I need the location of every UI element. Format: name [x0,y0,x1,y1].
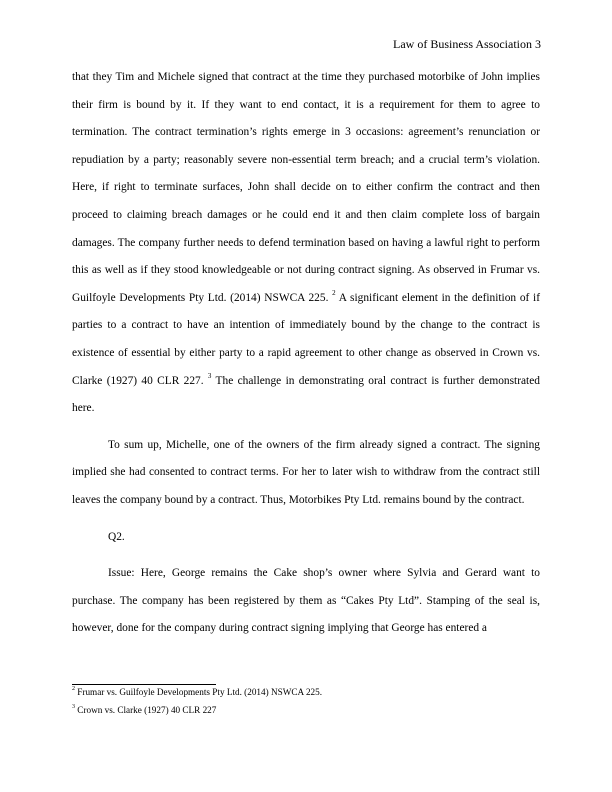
footnote-text: Crown vs. Clarke (1927) 40 CLR 227 [77,705,217,715]
paragraph-conclusion: To sum up, Michelle, one of the owners of the firm already signed a contract. The signing implied she had consented to contract terms. For her to later wish to withdraw from the contract still leaves the company bound by a contract. Thus, Motorbikes Pty Ltd. remains bound by the contract. [72,438,540,506]
footnote-reference-2[interactable]: 2 [332,288,336,297]
question-heading-q2: Q2. [108,530,125,543]
footnote-2 [72,686,540,698]
running-header: Law of Business Association 3 [393,37,541,51]
paragraph-text: that they Tim and Michele signed that contract at the time they purchased motorbike of John implies their firm is bound by it. If they want to end contact, it is a requirement for them to agree to termination. The contract termination’s rights emerge in 3 occasions: agreement’s renunciation or repudiation by a party; reasonably severe non-essential term breach; and a crucial term’s violation. Here, if right to terminate surfaces, John shall decide on to either confirm the contract and then proceed to claiming breach damages or he could end it and then claim complete loss of bargain damages. The company further needs to defend termination based on having a lawful right to perform this as well as if they stood knowledgeable or not during contract signing. As observed in Frumar vs. Guilfoyle Developments Pty Ltd. (2014) NSWCA 225. [72,71,540,304]
paragraph-contract-termination [72,64,540,423]
footnotes [72,686,540,722]
paragraph-text: The challenge in demonstrating oral contract is further demonstrated here. [72,374,540,415]
footnote-text: Frumar vs. Guilfoyle Developments Pty Ltd. (2014) NSWCA 225. [77,687,323,697]
footnote-separator [72,684,216,685]
footnote-number: 3 [72,703,75,710]
footnote-number: 2 [72,685,75,692]
footnote-reference-3[interactable]: 3 [207,371,212,380]
body-text [72,64,540,643]
footnote-3 [72,704,540,716]
paragraph-text: A significant element in the definition of if parties to a contract to have an intention of immediately bound by the change to the contract is existence of essential by either party to a rapid agreement to other change as observed in Crown vs. Clarke (1927) 40 CLR 227. [72,291,540,387]
paragraph-issue: Issue: Here, George remains the Cake shop’s owner where Sylvia and Gerard want to purchase. The company has been registered by them as “Cakes Pty Ltd”. Stamping of the seal is, however, done for the company during contract signing implying that George has entered a [72,567,540,635]
